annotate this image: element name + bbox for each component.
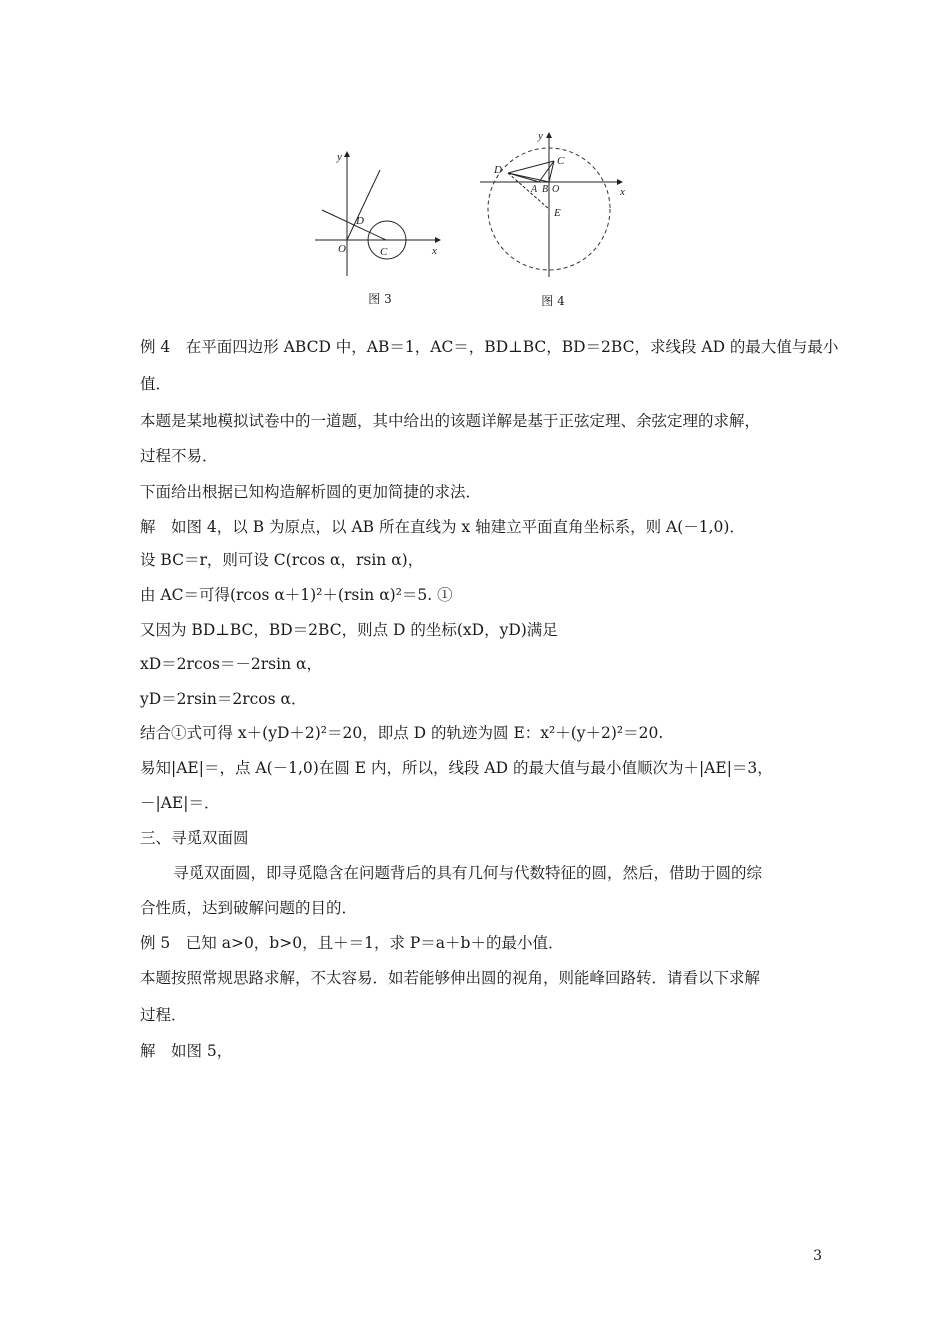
section-heading: 三、寻觅双面圆	[140, 829, 249, 847]
text-line-11: yD＝2rsin＝2rcos α．	[140, 690, 307, 708]
text-line-12: 结合①式可得 x＋(yD＋2)²＝20，即点 D 的轨迹为圆 E：x²＋(y＋2)²＝20.	[140, 724, 664, 742]
label-x: x	[620, 186, 625, 198]
label-x: x	[432, 245, 437, 257]
text-line-20: 过程．	[140, 1006, 187, 1024]
text-line-8: 由 AC＝可得(rcos α＋1)²＋(rsin α)²＝5. ①	[140, 586, 453, 604]
text-line-10: xD＝2rcos＝－2rsin α，	[140, 655, 322, 673]
text-line-4: 过程不易．	[140, 447, 218, 465]
text-line-18: 例 5 已知 a>0，b>0，且＋＝1，求 P＝a＋b＋的最小值．	[140, 934, 564, 952]
text-line-1: 例 4 在平面四边形 ABCD 中，AB＝1，AC＝，BD⊥BC，BD＝2BC，求线段 AD 的最大值与最小	[140, 338, 839, 356]
label-D: D	[494, 164, 502, 176]
label-O: O	[338, 243, 346, 255]
label-y: y	[337, 151, 342, 163]
figure-4	[470, 125, 640, 280]
label-E: E	[554, 207, 561, 219]
figure-4-caption: 图 4	[541, 294, 565, 308]
text-line-3: 本题是某地模拟试卷中的一道题，其中给出的该题详解是基于正弦定理、余弦定理的求解，	[140, 412, 761, 430]
label-B: B	[542, 184, 549, 195]
label-C: C	[557, 155, 565, 167]
label-D: D	[356, 215, 364, 227]
text-line-14: －|AE|＝．	[140, 794, 220, 812]
text-line-9: 又因为 BD⊥BC，BD＝2BC，则点 D 的坐标(xD，yD)满足	[140, 621, 558, 639]
text-line-13: 易知|AE|＝，点 A(－1,0)在圆 E 内，所以，线段 AD 的最大值与最小值顺次为＋|AE|＝3，	[140, 759, 773, 777]
text-line-5: 下面给出根据已知构造解析圆的更加简捷的求法．	[140, 483, 482, 501]
text-line-6: 解 如图 4，以 B 为原点，以 AB 所在直线为 x 轴建立平面直角坐标系，则 A(－1,0)．	[140, 518, 745, 536]
text-line-2: 值．	[140, 375, 172, 393]
label-y: y	[538, 130, 543, 142]
label-O: O	[552, 184, 560, 195]
figure-3	[310, 140, 450, 280]
text-line-21: 解 如图 5，	[140, 1042, 233, 1060]
segment-DC	[322, 210, 386, 240]
text-line-7: 设 BC＝r，则可设 C(rcos α，rsin α)，	[140, 551, 424, 569]
label-A: A	[531, 184, 538, 195]
text-line-19: 本题按照常规思路求解，不太容易．如若能够伸出圆的视角，则能峰回路转．请看以下求解	[140, 969, 761, 987]
figure-3-caption: 图 3	[368, 292, 392, 306]
page-number: 3	[813, 1248, 822, 1264]
text-line-16: 寻觅双面圆，即寻觅隐含在问题背后的具有几何与代数特征的圆，然后，借助于圆的综	[173, 864, 763, 882]
label-C: C	[380, 246, 388, 258]
text-line-17: 合性质，达到破解问题的目的．	[140, 899, 358, 917]
